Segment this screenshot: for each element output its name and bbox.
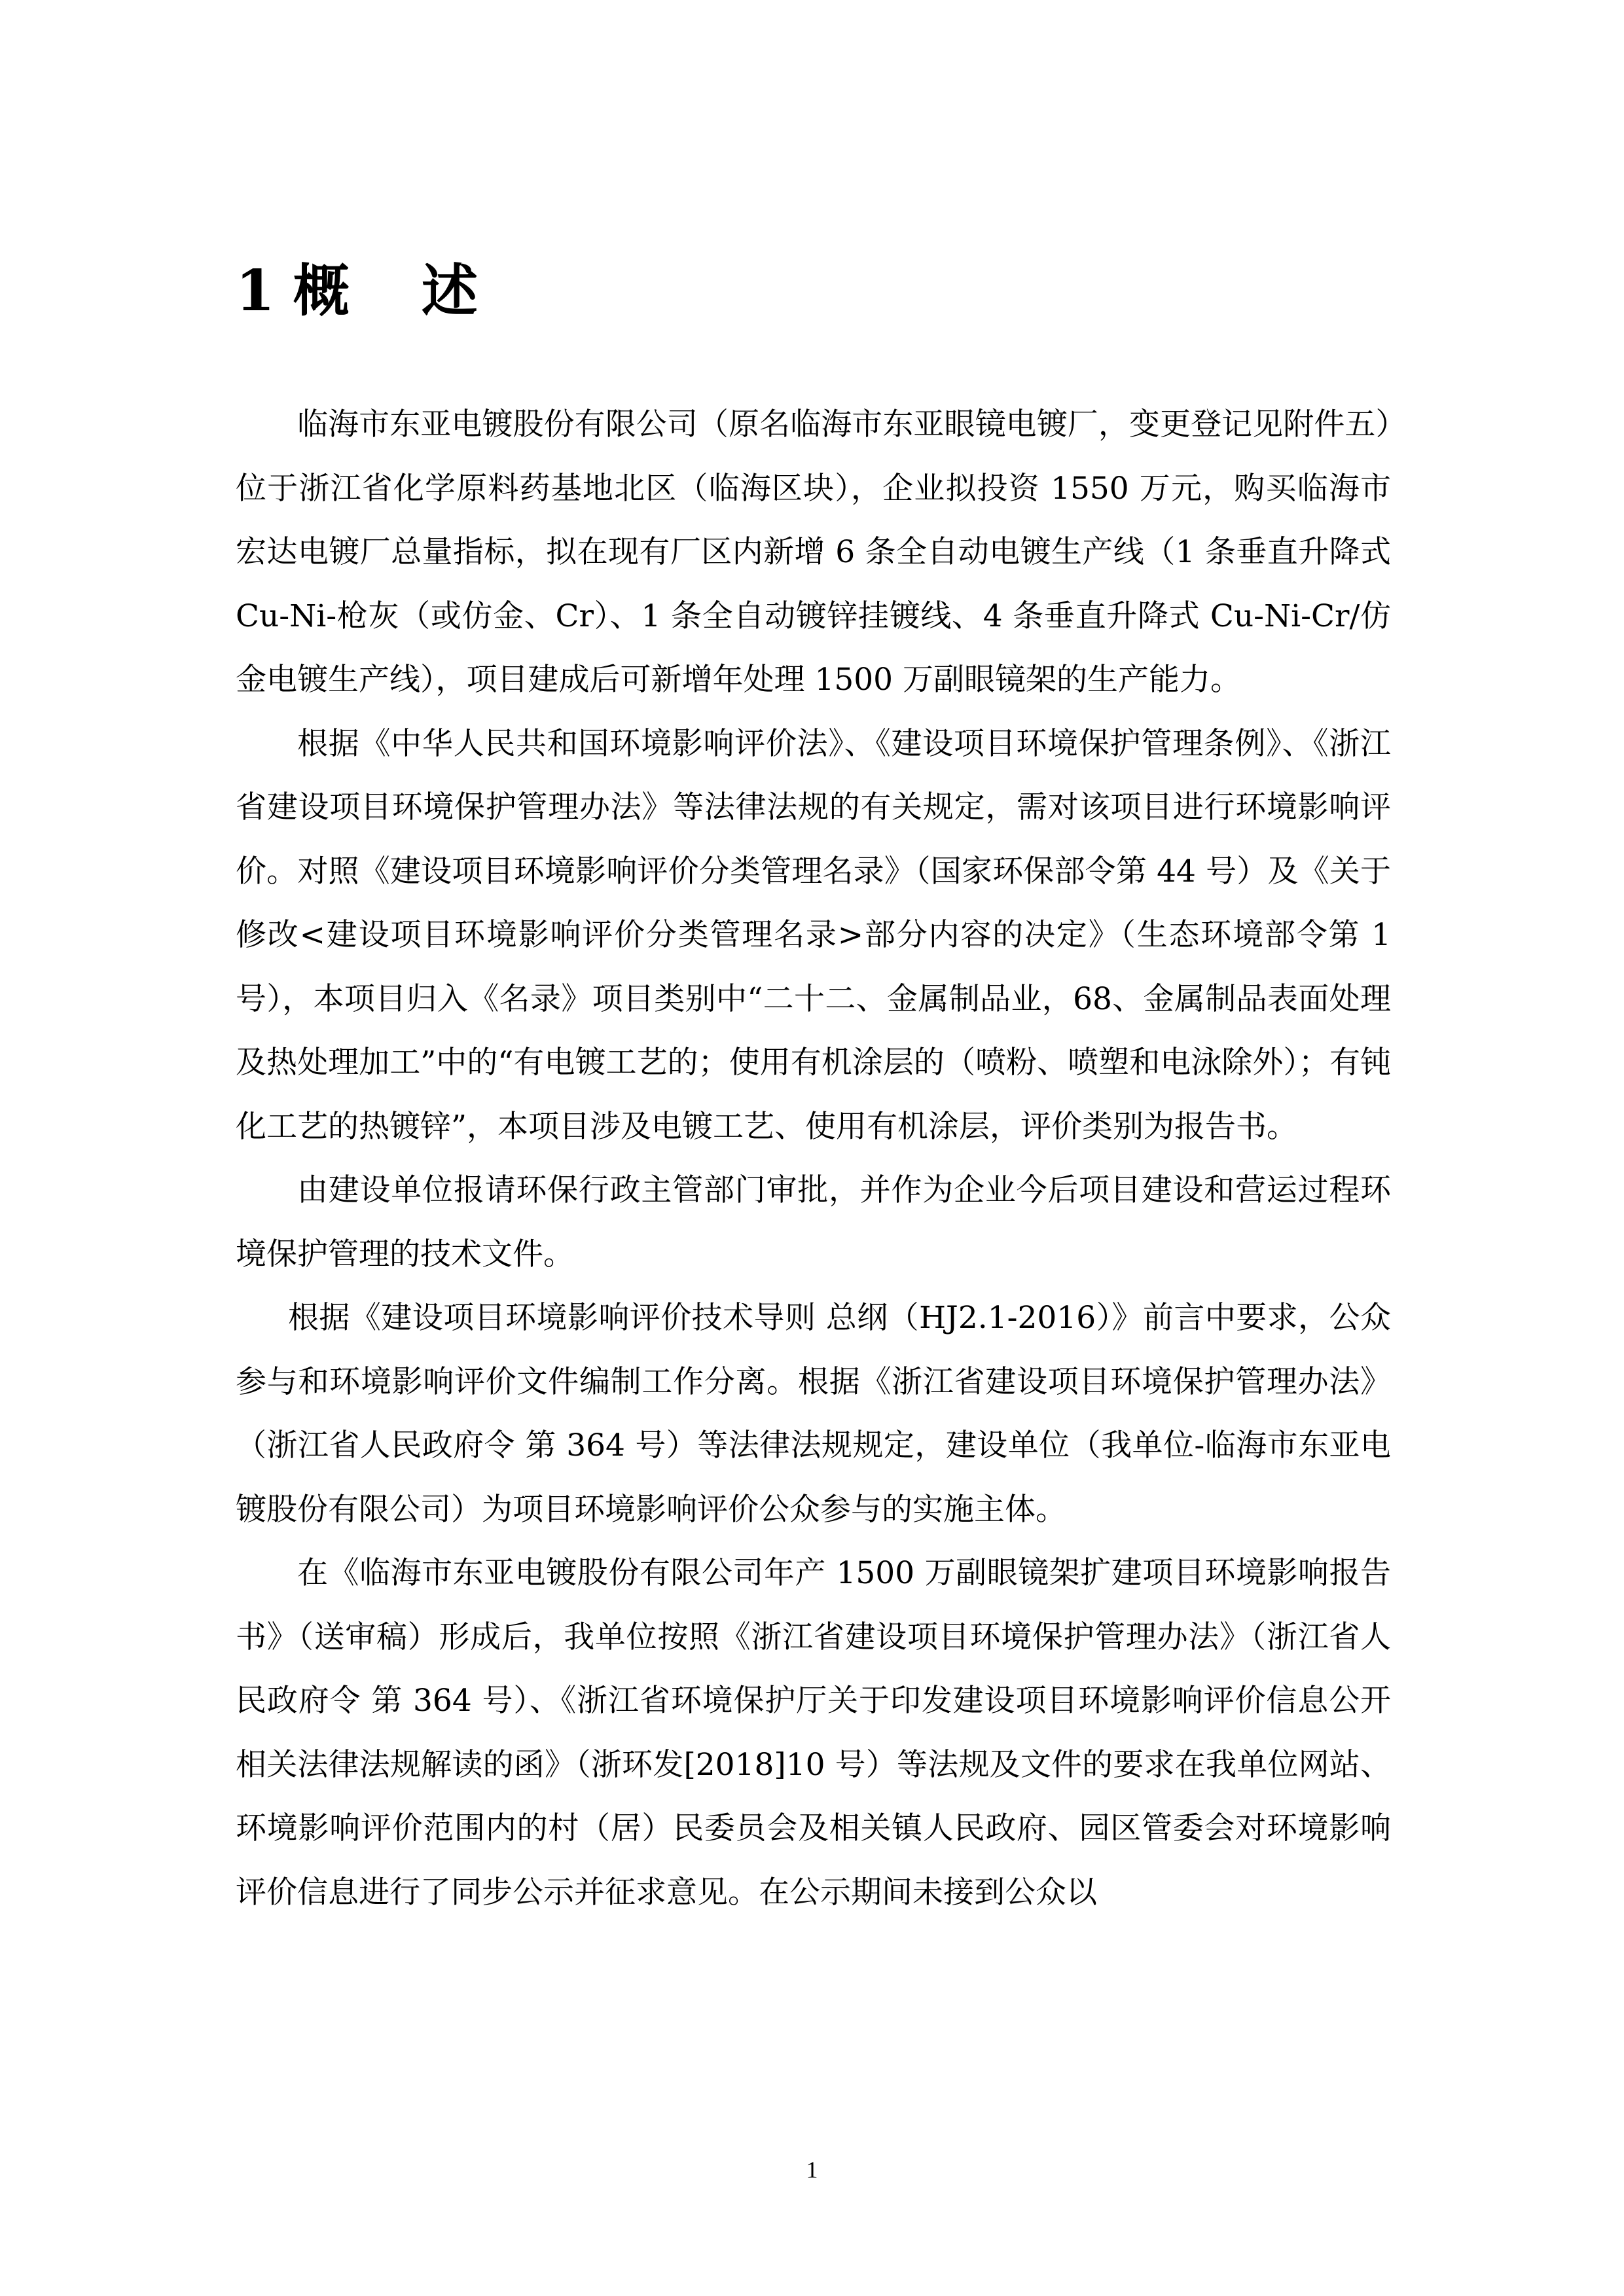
paragraph-5: 在《临海市东亚电镀股份有限公司年产 1500 万副眼镜架扩建项目环境影响报告书》（送审稿）形成后，我单位按照《浙江省建设项目环境保护管理办法》（浙江省人民政府令 第 364 号）、《浙江省环境保护厅关于印发建设项目环境影响评价信息公开相关法律法规解读的函》（浙环发[2018]10 号）等法规及文件的要求在我单位网站、环境影响评价范围内的村（居）民委员会及相关镇人民政府、园区管委会对环境影响评价信息进行了同步公示并征求意见。在公示期间未接到公众以 xyxy=(236,1555,1391,1910)
paragraph-4: 根据《建设项目环境影响评价技术导则 总纲（HJ2.1-2016）》前言中要求，公众参与和环境影响评价文件编制工作分离。根据《浙江省建设项目环境保护管理办法》（浙江省人民政府令 第 364 号）等法律法规规定，建设单位（我单位-临海市东亚电镀股份有限公司）为项目环境影响评价公众参与的实施主体。 xyxy=(236,1300,1391,1528)
chapter-number: 1 xyxy=(236,258,275,324)
paragraph-3: 由建设单位报请环保行政主管部门审批，并作为企业今后项目建设和营运过程环境保护管理的技术文件。 xyxy=(236,1172,1391,1272)
body-text xyxy=(236,393,1391,1924)
chapter-title-part1: 概 xyxy=(293,258,350,324)
paragraph-2: 根据《中华人民共和国环境影响评价法》、《建设项目环境保护管理条例》、《浙江省建设项目环境保护管理办法》等法律法规的有关规定，需对该项目进行环境影响评价。对照《建设项目环境影响评价分类管理名录》（国家环保部令第 44 号）及《关于修改<建设项目环境影响评价分类管理名录>部分内容的决定》（生态环境部令第 1 号），本项目归入《名录》项目类别中“二十二、金属制品业，68、金属制品表面处理及热处理加工”中的“有电镀工艺的；使用有机涂层的（喷粉、喷塑和电泳除外）；有钝化工艺的热镀锌”，本项目涉及电镀工艺、使用有机涂层，评价类别为报告书。 xyxy=(236,725,1391,1145)
chapter-heading xyxy=(236,252,478,331)
chapter-title-part2: 述 xyxy=(421,258,478,324)
paragraph-1: 临海市东亚电镀股份有限公司（原名临海市东亚眼镜电镀厂，变更登记见附件五）位于浙江省化学原料药基地北区（临海区块），企业拟投资 1550 万元，购买临海市宏达电镀厂总量指标，拟在现有厂区内新增 6 条全自动电镀生产线（1 条垂直升降式 Cu-Ni-枪灰（或仿金、Cr）、1 条全自动镀锌挂镀线、4 条垂直升降式 Cu-Ni-Cr/仿金电镀生产线），项目建成后可新增年处理 1500 万副眼镜架的生产能力。 xyxy=(236,406,1391,698)
page-number: 1 xyxy=(806,2157,818,2183)
